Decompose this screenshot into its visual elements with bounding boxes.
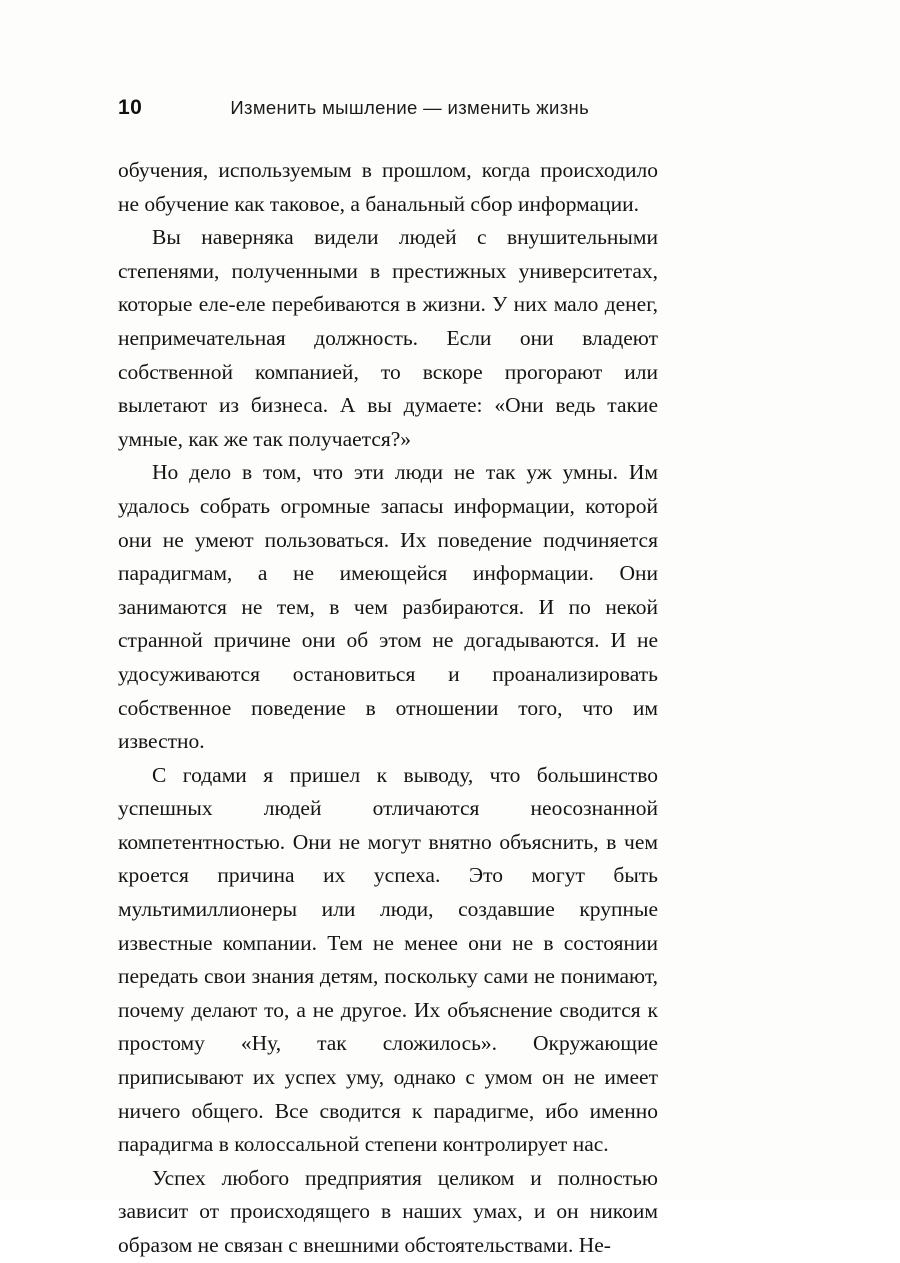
paragraph: Но дело в том, что эти люди не так уж умны. Им удалось собрать огромные запасы информации, которой они не умеют пользоваться. Их поведение подчиняется парадигмам, а не имеющейся информации. Они занимаются не тем, в чем разбираются. И по некой странной причине они об этом не догадываются. И не удосуживаются остановиться и проанализировать собственное поведение в отношении того, что им известно. xyxy=(118,460,658,754)
paragraph: обучения, используемым в прошлом, когда происходило не обучение как таковое, а банальный сбор информации. xyxy=(118,158,658,216)
paragraph: С годами я пришел к выводу, что большинство успешных людей отличаются неосознанной компетентностью. Они не могут внятно объяснить, в чем кроется причина их успеха. Это могут быть мультимиллионеры или люди, создавшие крупные известные компании. Тем не менее они не в состоянии передать свои знания детям, поскольку сами не понимают, почему делают то, а не другое. Их объяснение сводится к простому «Ну, так сложилось». Окружающие приписывают их успех уму, однако с умом он не имеет ничего общего. Все сводится к парадигме, ибо именно парадигма в колоссальной степени контролирует нас. xyxy=(118,762,658,1157)
running-head xyxy=(118,96,782,120)
body-text xyxy=(118,154,658,1263)
paragraph: Успех любого предприятия целиком и полностью зависит от происходящего в наших умах, и он никоим образом не связан с внешними обстоятельствами. Не- xyxy=(118,1165,658,1257)
page-number: 10 xyxy=(118,96,143,119)
paragraph: Вы наверняка видели людей с внушительными степенями, полученными в престижных университетах, которые еле-еле перебиваются в жизни. У них мало денег, непримечательная должность. Если они владеют собственной компанией, то вскоре прогорают или вылетают из бизнеса. А вы думаете: «Они ведь такие умные, как же так получается?» xyxy=(118,225,658,451)
running-title: Изменить мышление — изменить жизнь xyxy=(230,97,590,118)
